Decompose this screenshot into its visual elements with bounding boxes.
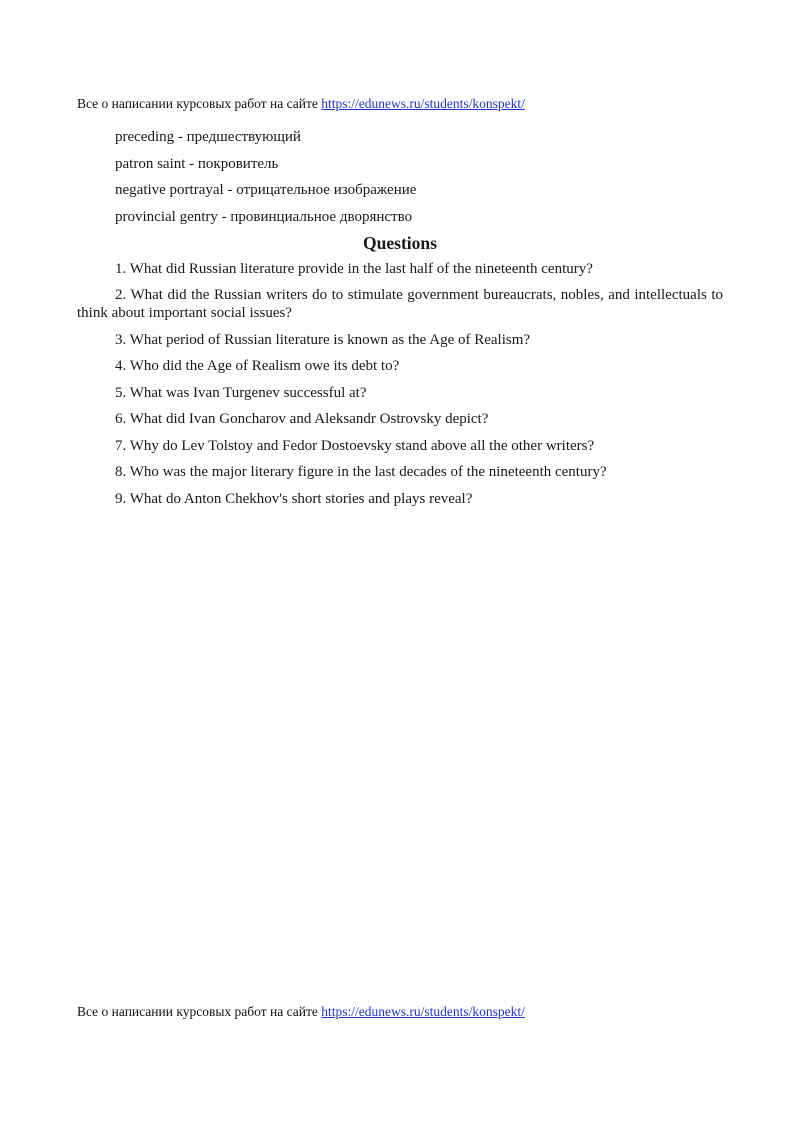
footer-text: Все о написании курсовых работ на сайте (77, 1004, 318, 1019)
question-item: 6. What did Ivan Goncharov and Aleksandr Ostrovsky depict? (115, 411, 489, 427)
vocabulary-item: patron saint - покровитель (115, 155, 279, 172)
vocabulary-item: negative portrayal - отрицательное изображение (115, 182, 417, 198)
question-item: 3. What period of Russian literature is known as the Age of Realism? (115, 331, 531, 348)
vocabulary-item: provincial gentry - провинциальное дворянство (115, 208, 413, 225)
question-item: 2. What did the Russian writers do to stimulate government bureaucrats, nobles, and intellectuals to think about important social issues? (77, 287, 723, 321)
page-footer (77, 1004, 525, 1020)
page-header (77, 96, 525, 112)
footer-link[interactable]: https://edunews.ru/students/konspekt/ (321, 1004, 525, 1019)
questions-list (77, 260, 723, 508)
question-item: 8. Who was the major literary figure in the last decades of the nineteenth century? (115, 464, 607, 480)
section-heading: Questions (363, 232, 437, 253)
question-item: 9. What do Anton Chekhov's short stories and plays reveal? (115, 490, 473, 507)
question-item: 1. What did Russian literature provide in the last half of the nineteenth century? (115, 260, 593, 277)
header-text: Все о написании курсовых работ на сайте (77, 96, 318, 111)
header-link[interactable]: https://edunews.ru/students/konspekt/ (321, 96, 525, 111)
vocabulary-item: preceding - предшествующий (115, 129, 301, 145)
document-body (77, 128, 723, 516)
vocabulary-list (77, 128, 723, 226)
question-item: 7. Why do Lev Tolstoy and Fedor Dostoevsky stand above all the other writers? (115, 437, 595, 454)
question-item: 4. Who did the Age of Realism owe its debt to? (115, 358, 400, 374)
question-item: 5. What was Ivan Turgenev successful at? (115, 384, 367, 401)
